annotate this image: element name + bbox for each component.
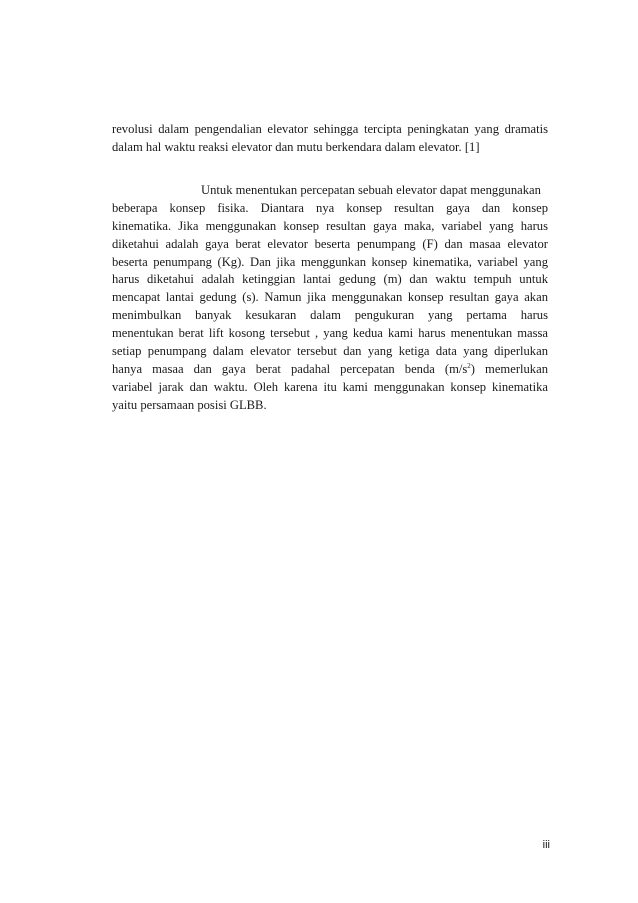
paragraph-acceleration-method (112, 182, 548, 415)
text-line: menentukan berat lift kosong tersebut , yang kedua kami harus menentukan massa (112, 326, 548, 341)
text-line: harus diketahui adalah ketinggian lantai gedung (m) dan waktu tempuh untuk (112, 272, 548, 287)
text-line: mencapat lantai gedung (s). Namun jika menggunakan konsep resultan gaya akan (112, 290, 548, 305)
text-segment: ) memerlukan (470, 361, 548, 376)
text-line-with-superscript (112, 361, 548, 379)
text-line: dalam hal waktu reaksi elevator dan mutu berkendara dalam elevator. [1] (112, 139, 480, 154)
text-line: setiap penumpang dalam elevator tersebut dan yang ketiga data yang diperlukan (112, 344, 548, 359)
paragraph-elevator-revolution (112, 121, 548, 157)
text-line: Untuk menentukan percepatan sebuah elevator dapat menggunakan (201, 183, 541, 197)
text-line: beberapa konsep fisika. Diantara nya konsep resultan gaya dan konsep (112, 200, 548, 215)
page-number: iii (542, 839, 550, 851)
text-line: yaitu persamaan posisi GLBB. (112, 397, 267, 412)
text-line: kinematika. Jika menggunakan konsep resultan gaya maka, variabel yang harus (112, 218, 548, 233)
text-line: diketahui adalah gaya berat elevator beserta penumpang (F) dan masaa elevator (112, 236, 548, 251)
text-line: beserta penumpang (Kg). Dan jika menggunkan konsep kinematika, variabel yang (112, 254, 548, 269)
text-segment: hanya masaa dan gaya berat padahal percepatan benda (m/s (112, 361, 468, 376)
text-line: revolusi dalam pengendalian elevator sehingga tercipta peningkatan yang dramatis (112, 122, 548, 136)
superscript: 2 (467, 361, 471, 370)
text-line: variabel jarak dan waktu. Oleh karena itu kami menggunakan konsep kinematika (112, 379, 548, 394)
text-line: menimbulkan banyak kesukaran dalam pengukuran yang pertama harus (112, 308, 548, 323)
